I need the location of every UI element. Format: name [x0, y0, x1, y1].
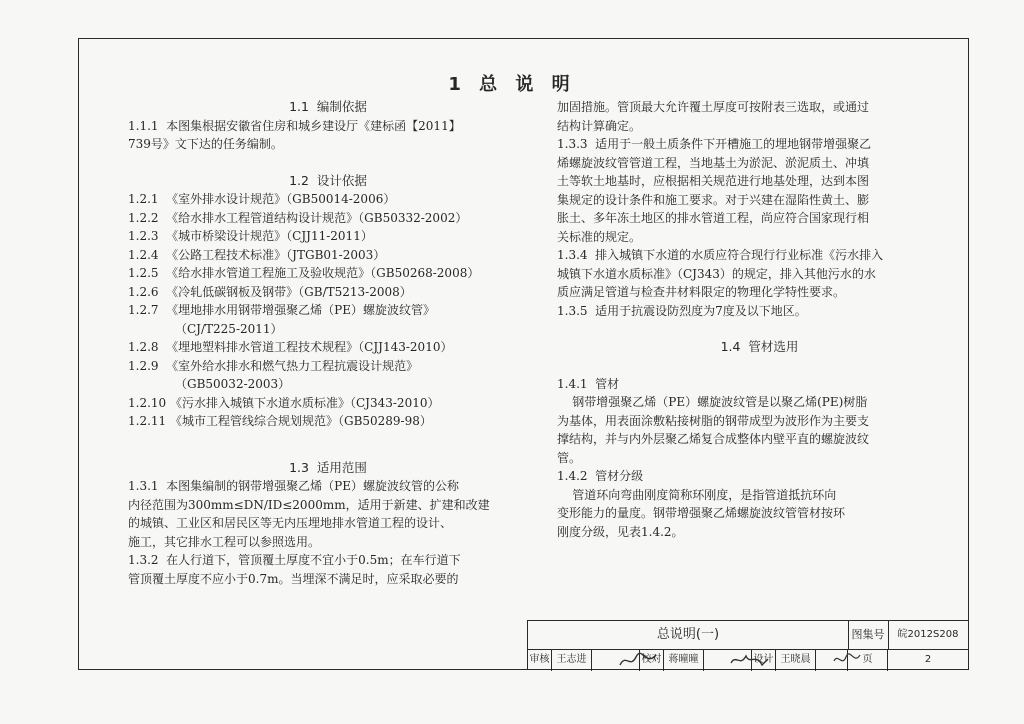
text-line: 1.2.2 《给水排水工程管道结构设计规范》（GB50332-2002）	[128, 210, 468, 225]
check-signature	[704, 649, 752, 671]
text-line: 加固措施。管顶最大允许覆土厚度可按附表三选取，或通过	[557, 100, 870, 114]
text-line: 变形能力的量度。钢带增强聚乙烯螺旋波纹管管材按环	[557, 506, 846, 520]
page-label: 页	[848, 649, 888, 671]
atlas-label: 图集号	[848, 621, 889, 649]
page-title: 1 总 说 明	[448, 74, 576, 95]
text-line: 结构计算确定。	[557, 118, 642, 133]
sheet-name: 总说明(一)	[528, 621, 849, 649]
text-line: 1.2.4 《公路工程技术标准》（JTGB01-2003）	[128, 247, 386, 262]
spacer	[557, 357, 962, 375]
text-line: 关标准的规定。	[557, 229, 642, 244]
text-line: 1.2.3 《城市桥梁设计规范》（CJJ11-2011）	[128, 229, 373, 243]
text-line: 1.2.11 《城市工程管线综合规划规范》（GB50289-98）	[128, 414, 432, 428]
title-block-row-bottom	[528, 649, 969, 671]
text-line: 1.2.8 《埋地塑料排水管道工程技术规程》（CJJ143-2010）	[128, 340, 453, 354]
design-label: 设计	[752, 649, 776, 671]
text-line: 1.2.10 《污水排入城镇下水道水质标准》（CJ343-2010）	[128, 395, 440, 410]
design-signature	[816, 649, 848, 671]
spacer	[128, 154, 528, 172]
section-heading: 1.1 编制依据	[289, 99, 367, 114]
review-name: 王志进	[552, 649, 592, 671]
design-name: 王晓晨	[776, 649, 816, 671]
text-line: 1.1.1 本图集根据安徽省住房和城乡建设厅《建标函【2011】	[128, 118, 461, 133]
text-line: 刚度分级，见表1.4.2。	[557, 524, 684, 539]
text-line: 为基体，用表面涂敷粘接树脂的钢带成型为波形作为主要支	[557, 413, 870, 428]
text-line: 1.3.1 本图集编制的钢带增强聚乙烯（PE）螺旋波纹管的公称	[128, 479, 459, 493]
text-line: 集规定的设计条件和施工要求。对于兴建在湿陷性黄土、膨	[557, 192, 870, 207]
text-line: 1.2.6 《冷轧低碳钢板及钢带》（GB/T5213-2008）	[128, 284, 412, 299]
text-line: 撑结构，并与内外层聚乙烯复合成整体内壁平直的螺旋波纹	[557, 432, 870, 446]
text-line: 质应满足管道与检查井材料限定的物理化学特性要求。	[557, 285, 846, 299]
text-line: 管。	[557, 450, 582, 465]
text-line: 1.3.3 适用于一般土质条件下开槽施工的埋地钢带增强聚乙	[557, 137, 872, 151]
text-line: 土等软土地基时，应根据相关规范进行地基处理，达到本图	[557, 174, 870, 188]
text-line: 1.4.2 管材分级	[557, 469, 644, 483]
text-line: 城镇下水道水质标准》（CJ343）的规定，排入其他污水的水	[557, 266, 876, 281]
text-line: 1.3.4 排入城镇下水道的水质应符合现行行业标准《污水排入	[557, 248, 884, 262]
text-line: 施工，其它排水工程可以参照选用。	[128, 534, 321, 549]
check-label: 校对	[640, 649, 664, 671]
text-line: 内径范围为300mm≤DN/ID≤2000mm，适用于新建、扩建和改建	[128, 497, 490, 512]
page-number: 2	[924, 654, 932, 665]
text-line: 739号》文下达的任务编制。	[128, 137, 283, 151]
text-line: 1.4.1 管材	[557, 376, 620, 391]
text-line: 1.3.2 在人行道下，管顶覆土厚度不宜小于0.5m；在车行道下	[128, 553, 461, 567]
spacer	[557, 320, 962, 338]
section-heading: 1.4 管材选用	[720, 339, 799, 354]
text-line: （CJ/T225-2011）	[175, 321, 283, 336]
left-column	[128, 98, 528, 588]
title-block-row-top	[528, 621, 969, 650]
review-signature	[592, 649, 640, 671]
text-line: 管顶覆土厚度不应小于0.7m。当埋深不满足时，应采取必要的	[128, 571, 459, 586]
title-block	[527, 620, 969, 670]
check-name: 蒋曈曈	[664, 649, 704, 671]
text-line: 1.2.9 《室外给水排水和燃气热力工程抗震设计规范》	[128, 358, 419, 373]
text-line: 的城镇、工业区和居民区等无内压埋地排水管道工程的设计、	[128, 516, 453, 530]
text-line: 1.3.5 适用于抗震设防烈度为7度及以下地区。	[557, 303, 807, 318]
text-line: （GB50032-2003）	[175, 377, 291, 391]
section-heading: 1.2 设计依据	[289, 172, 367, 188]
text-line: 1.2.1 《室外排水设计规范》（GB50014-2006）	[128, 192, 396, 206]
section-heading: 1.3 适用范围	[289, 459, 367, 475]
text-line: 1.2.5 《给水排水管道工程施工及验收规范》（GB50268-2008）	[128, 266, 480, 280]
atlas-number: 皖2012S208	[897, 629, 959, 640]
review-label: 审核	[528, 649, 552, 671]
text-line: 1.2.7 《埋地排水用钢带增强聚乙烯（PE）螺旋波纹管》	[128, 303, 435, 317]
text-line: 烯螺旋波纹管管道工程，当地基土为淤泥、淤泥质土、冲填	[557, 155, 870, 170]
right-column	[557, 98, 962, 541]
spacer	[128, 431, 528, 459]
text-line: 胀土、多年冻土地区的排水管道工程，尚应符合国家现行相	[557, 211, 870, 225]
text-line: 管道环向弯曲刚度简称环刚度，是指管道抵抗环向	[557, 487, 837, 502]
text-line: 钢带增强聚乙烯（PE）螺旋波纹管是以聚乙烯(PE)树脂	[557, 395, 868, 409]
